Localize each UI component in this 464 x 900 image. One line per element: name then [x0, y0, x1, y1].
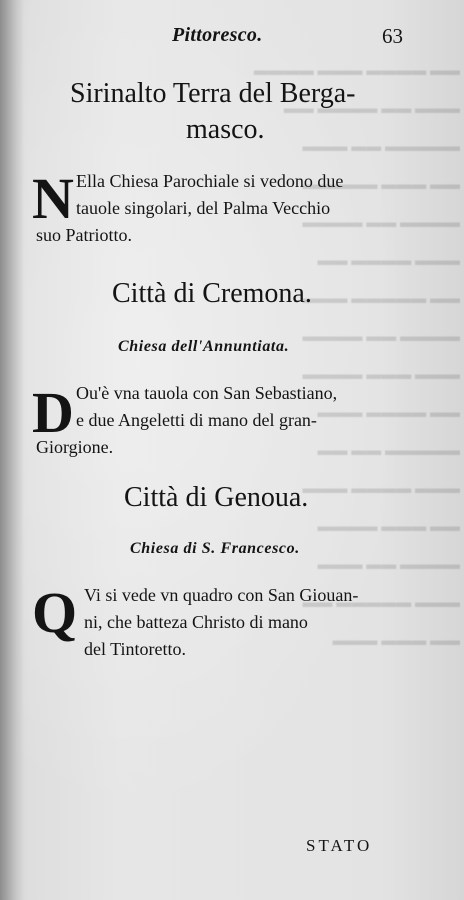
- paragraph-line: Ella Chiesa Parochiale si vedono due: [76, 171, 344, 191]
- paragraph-line: suo Patriotto.: [36, 225, 133, 245]
- section-subtitle: Chiesa dell'Annuntiata.: [118, 338, 290, 355]
- drop-cap: N: [32, 166, 74, 231]
- paragraph-line: tauole singolari, del Palma Vecchio: [76, 198, 331, 218]
- page-header: [0, 24, 464, 54]
- drop-cap: Q: [32, 580, 78, 645]
- paragraph-line: Giorgione.: [36, 437, 114, 457]
- running-head: Pittoresco.: [172, 24, 263, 46]
- paragraph-line: ni, che batteza Christo di mano: [84, 612, 308, 632]
- paragraph-line: e due Angeletti di mano del gran-: [76, 410, 317, 430]
- section-title-line: Città di Cremona.: [112, 278, 312, 309]
- section-subtitle: Chiesa di S. Francesco.: [130, 540, 300, 557]
- page-gutter-shadow: [0, 0, 24, 900]
- section-title-line: Sirinalto Terra del Berga-: [70, 78, 356, 109]
- drop-cap: D: [32, 380, 74, 445]
- page-number: 63: [382, 24, 403, 48]
- show-through-texture: ▬▬ ▬▬▬▬ ▬▬▬ ▬▬▬▬ ▬▬▬ ▬▬ ▬▬▬▬ ▬▬ ▬▬▬▬▬ ▬▬ ▬▬▬ ▬▬ ▬▬▬ ▬▬▬▬▬ ▬▬▬▬ ▬▬ ▬▬▬▬ ▬▬▬ ▬▬▬▬ ▬▬ ▬▬ ▬▬▬▬▬ ▬▬▬ ▬▬▬▬ ▬▬ ▬▬▬▬ ▬▬▬ ▬▬▬ ▬▬▬▬ ▬▬ ▬▬▬▬ ▬▬▬ ▬▬▬▬▬ ▬▬ ▬▬ ▬▬▬ ▬▬▬▬ ▬▬▬ ▬▬ ▬▬▬ ▬▬▬▬ ▬▬▬▬ ▬▬ ▬▬▬ ▬▬▬ ▬▬▬▬▬ ▬▬ ▬▬ ▬▬▬ ▬▬▬: [253, 63, 460, 649]
- catchword: STATO: [306, 836, 373, 855]
- section-title-line: Città di Genoua.: [124, 482, 309, 513]
- paragraph-line: Ou'è vna tauola con San Sebastiano,: [76, 383, 338, 403]
- paragraph-line: del Tintoretto.: [84, 639, 187, 659]
- section-title-line: masco.: [186, 114, 265, 145]
- paragraph-line: Vi si vede vn quadro con San Giouan-: [84, 585, 359, 605]
